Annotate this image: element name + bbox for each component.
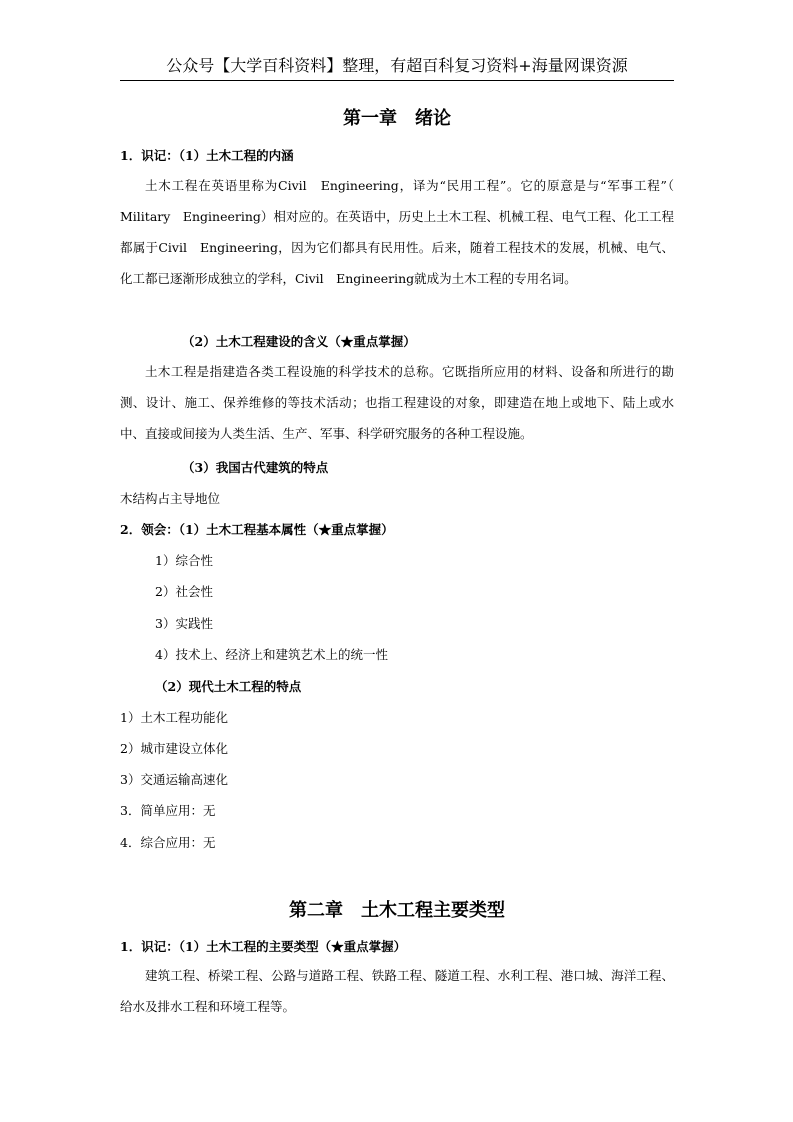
section-1-2-heading: （2）土木工程建设的含义（★重点掌握） — [182, 334, 416, 349]
attribute-item: 3）实践性 — [155, 616, 213, 631]
feature-item: 1）土木工程功能化 — [120, 710, 228, 725]
header-divider — [120, 80, 674, 81]
simple-application-item: 3．简单应用：无 — [120, 803, 216, 818]
chapter-1-title: 第一章 绪论 — [343, 108, 451, 129]
feature-item: 2）城市建设立体化 — [120, 741, 228, 756]
comprehensive-application-item: 4．综合应用：无 — [120, 835, 216, 850]
section-1-3-heading: （3）我国古代建筑的特点 — [182, 460, 329, 475]
section-1-1-heading: 1．识记：（1）土木工程的内涵 — [120, 148, 294, 163]
paragraph-construction-definition: 土木工程是指建造各类工程设施的科学技术的总称。它既指所应用的材料、设备和所进行的勘测、设计、施工、保养维修的等技术活动；也指工程建设的对象，即建造在地上或地下、陆上或水中、直接或间接为人类生活、生产、军事、科学研究服务的各种工程设施。 — [120, 364, 674, 441]
attribute-item: 4）技术上、经济上和建筑艺术上的统一性 — [155, 647, 388, 662]
chapter-2-title: 第二章 土木工程主要类型 — [289, 900, 505, 921]
paragraph-civil-engineering-meaning: 土木工程在英语里称为Civil Engineering，译为“民用工程”。它的原意是与“军事工程”（ Military Engineering）相对应的。在英语中，历史上土木工程、机械工程、电气工程、化工工程都属于Civil Engineering，因为它们都具有民用性。后来，随着工程技术的发展，机械、电气、化工都已逐渐形成独立的学科，Civil Engineering就成为土木工程的专用名词。 — [120, 178, 674, 286]
section-2-1-heading: 2．领会：（1）土木工程基本属性（★重点掌握） — [120, 522, 394, 537]
chapter-2-section-1-heading: 1．识记：（1）土木工程的主要类型（★重点掌握） — [120, 939, 407, 954]
paragraph-engineering-types: 建筑工程、桥梁工程、公路与道路工程、铁路工程、隧道工程、水利工程、港口城、海洋工程、给水及排水工程和环境工程等。 — [120, 968, 674, 1014]
attribute-item: 1）综合性 — [155, 553, 213, 568]
ancient-architecture-feature: 木结构占主导地位 — [120, 491, 221, 506]
page-header: 公众号【大学百科资料】整理，有超百科复习资料+海量网课资源 — [166, 56, 628, 75]
feature-item: 3）交通运输高速化 — [120, 772, 228, 787]
section-2-2-heading: （2）现代土木工程的特点 — [155, 679, 302, 694]
attribute-item: 2）社会性 — [155, 584, 213, 599]
